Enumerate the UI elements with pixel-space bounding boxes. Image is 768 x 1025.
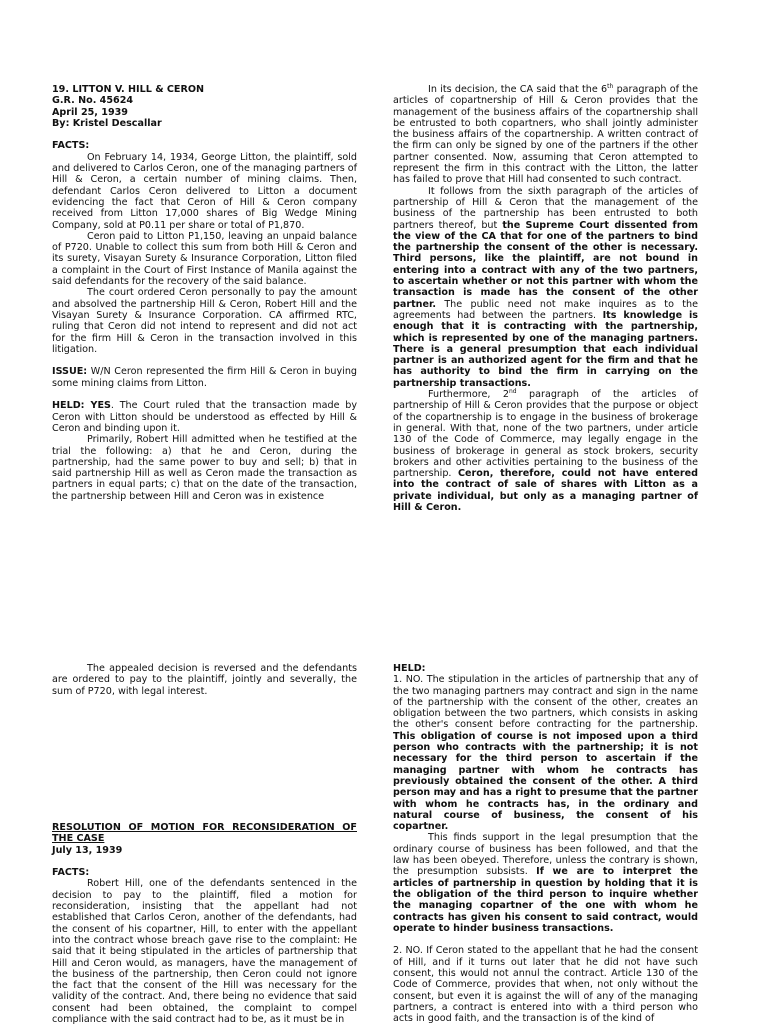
sc-ruling-paragraph: It follows from the sixth paragraph of the articles of partnership of Hill & Ceron that the management of the business of the partnership has been entrusted to both partners thereof, but the Supreme Court dissented from the view of the CA that for one of the partners to bind the partnership the consent of the other is necessary. Third persons, like the plaintiff, are not bound in entering into a contract with any of the two partners, to ascertain whether or not this partner with whom the transaction is made has the consent of the other partner. The public need not make inquires as to the agreements had between the partners. Its knowledge is enough that it is contracting with the partnership, which is represented by one of the managing partners. There is a general presumption that each individual partner is an authorized agent for the firm and that he has authority to bind the firm in carrying on the partnership transactions. <box>393 185 699 389</box>
decision-date: April 25, 1939 <box>52 106 128 118</box>
facts-paragraph: Robert Hill, one of the defendants sentenced in the decision to pay to the plaintiff, filed a motion for reconsideration, insisting that the appellant had not established that Carlos Ceron, another of the defendants, had the consent of his copartner, Hill, to enter with the appellant into the contract whose breach gave rise to the complaint: He said that it being stipulated in the articles of partnership that Hill and Ceron would, as managers, have the management of the business of the partnership, then Ceron could not ignore the fact that the consent of the Hill was necessary for the validity of the contract. And, there being no evidence that said consent had been obtained, the complaint to compel compliance with the said contract had to be, as it must be in <box>52 878 357 1025</box>
facts-paragraph: Ceron paid to Litton P1,150, leaving an unpaid balance of P720. Unable to collect this sum from both Hill & Ceron and its surety, Visayan Surety & Insurance Corporation, Litton filed a complaint in the Court of First Instance of Manila against the said defendants for the recovery of the said balance. <box>52 230 357 288</box>
resolution-date: July 13, 1939 <box>52 844 123 856</box>
second-paragraph-analysis: Furthermore, 2nd paragraph of the articles of partnership of Hill & Ceron provides that the purpose or object of the copartnership is to engage in the business of brokerage in general. With that, none of the two partners, under article 130 of the Code of Commerce, may legally engage in the business of brokerage in general as stock brokers, security brokers and other activities pertaining to the business of the partnership. Ceron, therefore, could not have entered into the contract of sale of shares with Litton as a private individual, but only as a managing partner of Hill & Ceron. <box>393 387 699 513</box>
held-presumption-paragraph: This finds support in the legal presumption that the ordinary course of business has been followed, and that the law has been obeyed. Therefore, unless the contrary is shown, the presumption subsists. If we are to interpret the articles of partnership in question by holding that it is the obligation of the third person to inquire whether the managing copartner of the one with whom he contracts has given his consent to said contract, would operate to hinder business transactions. <box>393 832 698 934</box>
facts-heading: FACTS: <box>52 140 90 152</box>
held-point-1: 1. NO. The stipulation in the articles of partnership that any of the two managing partners may contract and sign in the name of the partnership with the consent of the other, creates an obligation between the two partners, which consists in asking the other's consent before contracting for the partnership. This obligation of course is not imposed upon a third person who contracts with the partnership; it is not necessary for the third person to ascertain if the managing partner with whom he contracts has previously obtained the consent of the other. A third person may and has a right to presume that the partner with whom he contracts has, in the ordinary and natural course of business, the consent of his copartner. <box>393 674 698 833</box>
page2-left-column <box>52 663 357 697</box>
held-paragraph: Primarily, Robert Hill admitted when he testified at the trial the following: a) that he and Ceron, during the partnership, had the same power to buy and sell; b) that in said partnership Hill as well as Ceron made the transaction as partners in equal parts; c) that on the date of the transaction, the partnership between Hill and Ceron was in existence <box>52 434 357 502</box>
facts-heading: FACTS: <box>52 867 90 879</box>
held-heading: HELD: <box>393 663 426 674</box>
issue-paragraph: ISSUE: W/N Ceron represented the firm Hill & Ceron in buying some mining claims from Litton. <box>52 366 357 389</box>
issue-heading: ISSUE: <box>52 366 88 378</box>
held-heading: HELD: YES <box>52 400 111 412</box>
author-line: By: Kristel Descallar <box>52 117 162 129</box>
page1-right-column <box>393 84 698 513</box>
held-point-2: 2. NO. If Ceron stated to the appellant that he had the consent of Hill, and if it turns out later that he did not have such consent, this would not annul the contract. Article 130 of the Code of Commerce, provides that when, not only without the consent, but even it is against the will of any of the managing partners, a contract is entered into with a third person who acts in good faith, and the transaction is of the kind of <box>393 945 698 1025</box>
case-title: 19. LITTON V. HILL & CERON <box>52 84 205 95</box>
gr-number: G.R. No. 45624 <box>52 95 134 107</box>
page1-left-column <box>52 84 357 502</box>
resolution-section <box>52 822 357 1025</box>
page2-right-column <box>393 663 698 1025</box>
facts-paragraph: The court ordered Ceron personally to pay the amount and absolved the partnership Hill & Ceron, Robert Hill and the Visayan Surety & Insurance Corporation. CA affirmed RTC, ruling that Ceron did not intend to represent and did not act for the firm Hill & Ceron in the transaction involved in this litigation. <box>52 287 357 355</box>
resolution-heading: RESOLUTION OF MOTION FOR RECONSIDERATION OF THE CASE <box>52 822 357 845</box>
held-paragraph: HELD: YES. The Court ruled that the transaction made by Ceron with Litton should be understood as effected by Hill & Ceron and binding upon it. <box>52 400 358 434</box>
facts-paragraph: On February 14, 1934, George Litton, the plaintiff, sold and delivered to Carlos Ceron, one of the managing partners of Hill & Ceron, a certain number of mining claims. Then, defendant Carlos Ceron delivered to Litton a document evidencing the fact that Ceron of Hill & Ceron company received from Litton 17,000 shares of Big Wedge Mining Company, sold at P0.11 per share or total of P1,870. <box>52 151 357 231</box>
disposition-paragraph: The appealed decision is reversed and the defendants are ordered to pay to the plaintiff, jointly and severally, the sum of P720, with legal interest. <box>52 663 357 697</box>
ca-decision-paragraph: In its decision, the CA said that the 6th paragraph of the articles of copartnership of Hill & Ceron provides that the management of the business affairs of the copartnership shall be entrusted to both copartners, who shall jointly administer the business affairs of the copartnership. A written contract of the firm can only be signed by one of the partners if the other partner consented. Now, assuming that Ceron attempted to represent the firm in this contract with the Litton, the latter has failed to prove that Hill had consented to such contract. <box>393 82 698 186</box>
